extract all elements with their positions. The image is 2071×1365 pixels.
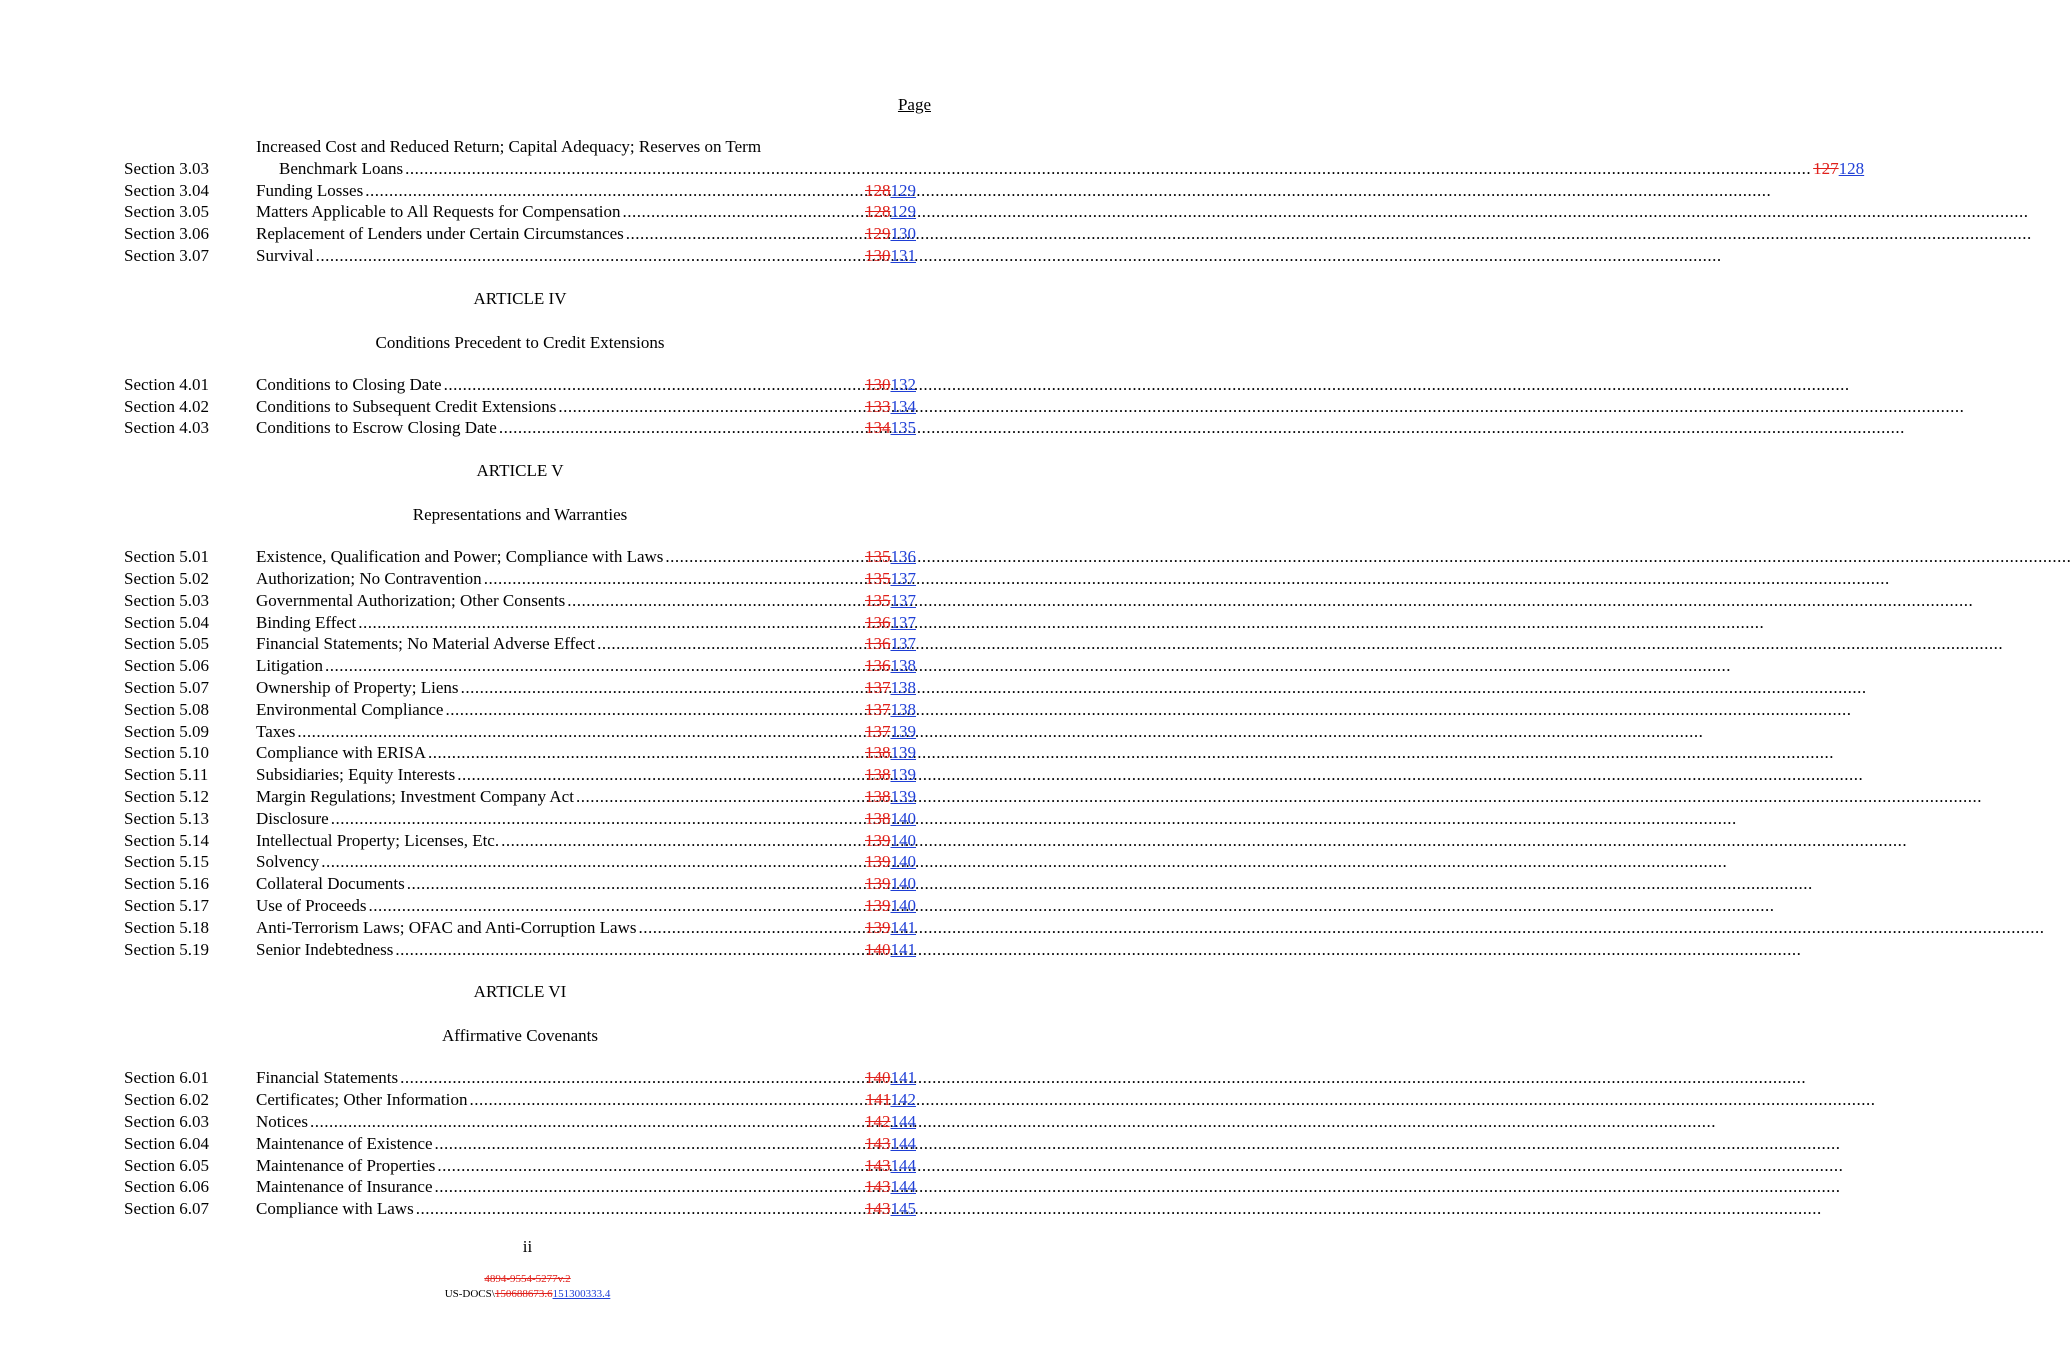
inserted-page-number[interactable]: 138 [890, 677, 916, 697]
section-title: Notices [256, 1111, 308, 1131]
page-reference [865, 677, 916, 699]
docs-prefix: US-DOCS\ [444, 1288, 495, 1300]
toc-entry[interactable] [124, 851, 916, 873]
section-number: Section 5.05 [124, 634, 209, 654]
section-number: Section 6.07 [124, 1199, 209, 1219]
dot-leader [445, 699, 863, 721]
section-number: Section 3.04 [124, 180, 209, 200]
deleted-page-number: 139 [865, 917, 891, 937]
dot-leader [368, 895, 863, 917]
page-reference [866, 1089, 916, 1111]
section-title: Binding Effect [256, 612, 357, 632]
section-number: Section 5.14 [124, 830, 209, 850]
deleted-page-number: 129 [865, 224, 891, 244]
section-title: Taxes [256, 721, 296, 741]
dot-leader [499, 417, 863, 439]
section-title: Use of Proceeds [256, 895, 367, 915]
toc-entry[interactable] [124, 396, 916, 418]
section-number: Section 3.07 [124, 245, 209, 265]
dot-leader [501, 830, 863, 852]
section-title: Maintenance of Insurance [256, 1177, 433, 1197]
section-title: Financial Statements; No Material Adverse Effect [256, 634, 596, 654]
section-title: Conditions to Escrow Closing Date [256, 418, 497, 438]
page-reference [865, 546, 916, 568]
section-title: Certificates; Other Information [256, 1090, 468, 1110]
inserted-page-number[interactable]: 137 [890, 612, 916, 632]
page-reference [865, 201, 916, 223]
page-reference [865, 180, 916, 202]
page-reference [865, 851, 916, 873]
toc-entry[interactable] [124, 633, 916, 655]
deleted-page-number: 137 [865, 721, 891, 741]
toc-entry[interactable] [124, 1133, 916, 1155]
toc-entry[interactable] [124, 1111, 916, 1133]
toc-entry[interactable] [124, 655, 916, 677]
dot-leader [297, 721, 863, 743]
deleted-page-number: 143 [865, 1199, 891, 1219]
section-title: Conditions to Closing Date [256, 374, 442, 394]
page-reference [865, 568, 916, 590]
page-reference [865, 1133, 916, 1155]
page-reference [865, 786, 916, 808]
page-reference [865, 223, 916, 245]
dot-leader [405, 158, 1811, 180]
deleted-page-number: 139 [865, 874, 891, 894]
inserted-page-number[interactable]: 138 [890, 656, 916, 676]
section-number: Section 5.07 [124, 677, 209, 697]
section-number: Section 5.17 [124, 895, 209, 915]
inserted-page-number[interactable]: 137 [890, 590, 916, 610]
toc-entry[interactable] [124, 721, 916, 743]
page-reference [865, 1176, 916, 1198]
section-title: Maintenance of Properties [256, 1155, 436, 1175]
toc-entry[interactable] [124, 223, 916, 245]
page-reference [1813, 158, 1864, 180]
article-subtitle: Representations and Warranties [412, 505, 628, 525]
deleted-page-number: 139 [865, 830, 891, 850]
dot-leader [435, 1133, 863, 1155]
deleted-page-number: 143 [865, 1133, 891, 1153]
inserted-page-number[interactable]: 134 [890, 396, 916, 416]
deleted-page-number: 143 [865, 1155, 891, 1175]
page-reference [865, 1067, 916, 1089]
article-subtitle: Affirmative Covenants [442, 1026, 598, 1046]
inserted-page-number[interactable]: 139 [890, 765, 916, 785]
deleted-page-number: 134 [865, 418, 891, 438]
toc-entry[interactable] [124, 1089, 916, 1111]
deleted-page-number: 143 [865, 1177, 891, 1197]
page-folio: ii [522, 1237, 533, 1256]
toc-entry[interactable] [124, 546, 916, 568]
deleted-page-number: 141 [865, 1090, 891, 1110]
section-title-continued: Benchmark Loans [279, 158, 404, 178]
page-reference [865, 374, 916, 396]
section-number: Section 5.13 [124, 808, 209, 828]
inserted-page-number[interactable]: 141 [890, 917, 916, 937]
deleted-page-number: 135 [865, 568, 891, 588]
page-reference [865, 612, 916, 634]
section-title: Disclosure [256, 808, 329, 828]
inserted-page-number[interactable]: 140 [890, 808, 916, 828]
toc-entry[interactable] [124, 677, 916, 699]
deleted-page-number: 135 [865, 590, 891, 610]
dot-leader [407, 873, 863, 895]
section-number: Section 5.01 [124, 547, 209, 567]
inserted-page-number[interactable]: 144 [890, 1133, 916, 1153]
dot-leader [437, 1155, 863, 1177]
page-reference [865, 633, 916, 655]
toc-entry[interactable] [124, 786, 916, 808]
section-title: Existence, Qualification and Power; Compliance with Laws [256, 547, 664, 567]
section-number: Section 5.16 [124, 874, 209, 894]
dot-leader [623, 201, 863, 223]
dot-leader [457, 764, 863, 786]
section-title: Compliance with ERISA [256, 743, 426, 763]
inserted-page-number[interactable]: 128 [1838, 158, 1865, 178]
dot-leader [638, 917, 863, 939]
page-reference [865, 742, 916, 764]
dot-leader [325, 655, 863, 677]
section-title: Authorization; No Contravention [256, 568, 482, 588]
inserted-page-number[interactable]: 139 [890, 721, 916, 741]
inserted-page-number[interactable]: 144 [890, 1155, 916, 1175]
inserted-page-number[interactable]: 144 [890, 1111, 916, 1131]
article-heading: ARTICLE IV [473, 288, 567, 308]
docs-old-id: 150688673.6 [494, 1288, 553, 1300]
toc-entry[interactable] [124, 1176, 916, 1198]
inserted-page-number[interactable]: 136 [890, 547, 916, 567]
toc-entry[interactable] [124, 764, 916, 786]
page-reference [865, 939, 916, 961]
section-title: Subsidiaries; Equity Interests [256, 765, 456, 785]
section-number: Section 6.04 [124, 1133, 209, 1153]
page-reference [865, 917, 916, 939]
section-number: Section 5.08 [124, 699, 209, 719]
section-title: Solvency [256, 852, 320, 872]
deleted-page-number: 136 [865, 634, 891, 654]
inserted-page-number[interactable]: 129 [890, 180, 916, 200]
section-title: Senior Indebtedness [256, 939, 394, 959]
section-number: Section 5.03 [124, 590, 209, 610]
section-number: Section 5.06 [124, 656, 209, 676]
toc-entry[interactable] [124, 374, 916, 396]
inserted-page-number[interactable]: 139 [890, 786, 916, 806]
section-number: Section 5.12 [124, 786, 209, 806]
section-title: Litigation [256, 656, 324, 676]
toc-entry[interactable] [124, 895, 916, 917]
section-title: Margin Regulations; Investment Company Act [256, 786, 574, 806]
deleted-page-number: 138 [865, 808, 891, 828]
section-number: Section 6.05 [124, 1155, 209, 1175]
dot-leader [461, 677, 863, 699]
toc-entry[interactable] [124, 808, 916, 830]
inserted-page-number[interactable]: 131 [890, 245, 916, 265]
inserted-page-number[interactable]: 144 [890, 1177, 916, 1197]
section-number: Section 5.09 [124, 721, 209, 741]
deleted-page-number: 140 [865, 1068, 891, 1088]
dot-leader [567, 590, 863, 612]
section-number: Section 5.19 [124, 939, 209, 959]
page-column-label: Page [897, 95, 931, 114]
section-title: Governmental Authorization; Other Consents [256, 590, 566, 610]
section-number: Section 4.03 [124, 418, 209, 438]
deleted-page-number: 139 [865, 852, 891, 872]
inserted-page-number[interactable]: 139 [890, 743, 916, 763]
dot-leader [321, 851, 863, 873]
section-number: Section 4.01 [124, 374, 209, 394]
section-title: Matters Applicable to All Requests for Compensation [256, 202, 621, 222]
deleted-page-number: 137 [865, 699, 891, 719]
deleted-page-number: 127 [1813, 158, 1839, 178]
deleted-page-number: 130 [865, 245, 891, 265]
dot-leader [576, 786, 863, 808]
inserted-page-number[interactable]: 137 [890, 634, 916, 654]
toc-entry[interactable] [124, 1155, 916, 1177]
section-title: Maintenance of Existence [256, 1133, 433, 1153]
dot-leader [395, 939, 863, 961]
toc-entry[interactable] [124, 568, 916, 590]
inserted-page-number[interactable]: 129 [890, 202, 916, 222]
dot-leader [597, 633, 863, 655]
page-reference [865, 396, 916, 418]
inserted-page-number[interactable]: 132 [890, 374, 916, 394]
deleted-page-number: 133 [865, 396, 891, 416]
section-number: Section 6.02 [124, 1090, 209, 1110]
section-title: Intellectual Property; Licenses, Etc. [256, 830, 500, 850]
deleted-page-number: 136 [865, 612, 891, 632]
page-reference [865, 417, 916, 439]
page-reference [865, 721, 916, 743]
section-title: Replacement of Lenders under Certain Circumstances [256, 224, 624, 244]
section-title: Collateral Documents [256, 874, 405, 894]
section-number: Section 5.04 [124, 612, 209, 632]
dot-leader [416, 1198, 863, 1220]
page-reference [865, 1111, 916, 1133]
section-title: Environmental Compliance [256, 699, 444, 719]
dot-leader [435, 1176, 863, 1198]
toc-entry[interactable] [124, 201, 916, 223]
section-title: Conditions to Subsequent Credit Extensions [256, 396, 557, 416]
page-reference [865, 830, 916, 852]
section-title: Compliance with Laws [256, 1199, 414, 1219]
toc-entry[interactable] [124, 245, 916, 267]
page-reference [865, 245, 916, 267]
section-number: Section 3.06 [124, 224, 209, 244]
section-number: Section 3.05 [124, 202, 209, 222]
section-title: Funding Losses [256, 180, 364, 200]
toc-entry[interactable] [124, 180, 916, 202]
section-title: Increased Cost and Reduced Return; Capital Adequacy; Reserves on Term [256, 137, 762, 156]
toc-entry[interactable] [124, 939, 916, 961]
page-reference [865, 590, 916, 612]
toc-entry[interactable] [124, 699, 916, 721]
toc-entry[interactable] [124, 136, 1865, 180]
section-number: Section 5.11 [124, 765, 209, 785]
section-number: Section 4.02 [124, 396, 209, 416]
inserted-page-number[interactable]: 140 [890, 852, 916, 872]
inserted-page-number[interactable]: 141 [890, 939, 916, 959]
section-number: Section 3.03 [124, 158, 209, 178]
deleted-page-number: 130 [865, 374, 891, 394]
dot-leader [358, 612, 863, 634]
dot-leader [316, 245, 863, 267]
deleted-page-number: 142 [865, 1111, 891, 1131]
page-reference [865, 699, 916, 721]
dot-leader [331, 808, 863, 830]
page-reference [865, 873, 916, 895]
dot-leader [469, 1089, 863, 1111]
deleted-page-number: 139 [865, 895, 891, 915]
docs-new-id: 151300333.4 [552, 1288, 611, 1300]
section-number: Section 6.06 [124, 1177, 209, 1197]
deleted-page-number: 137 [865, 677, 891, 697]
dot-leader [665, 546, 863, 568]
toc-entry[interactable] [124, 1198, 916, 1220]
toc-entry[interactable] [124, 417, 916, 439]
inserted-page-number[interactable]: 142 [890, 1090, 916, 1110]
section-number: Section 6.01 [124, 1068, 209, 1088]
deleted-page-number: 128 [865, 180, 891, 200]
page-reference [865, 655, 916, 677]
toc-entry[interactable] [124, 612, 916, 634]
section-number: Section 5.15 [124, 852, 209, 872]
article-heading: ARTICLE V [476, 461, 564, 481]
section-number: Section 5.02 [124, 568, 209, 588]
section-number: Section 6.03 [124, 1111, 209, 1131]
deleted-page-number: 135 [865, 547, 891, 567]
article-subtitle: Conditions Precedent to Credit Extensions [375, 332, 665, 352]
inserted-page-number[interactable]: 140 [890, 895, 916, 915]
dot-leader [428, 742, 863, 764]
inserted-page-number[interactable]: 145 [890, 1199, 916, 1219]
page-reference [865, 764, 916, 786]
page-reference [865, 1155, 916, 1177]
deleted-page-number: 140 [865, 939, 891, 959]
deleted-page-number: 138 [865, 765, 891, 785]
dot-leader [558, 396, 863, 418]
page-reference [865, 1198, 916, 1220]
toc-entry[interactable] [124, 590, 916, 612]
deleted-page-number: 128 [865, 202, 891, 222]
deleted-page-number: 138 [865, 786, 891, 806]
section-number: Section 5.18 [124, 917, 209, 937]
dot-leader [444, 374, 863, 396]
inserted-page-number[interactable]: 138 [890, 699, 916, 719]
page-reference [865, 895, 916, 917]
deleted-page-number: 138 [865, 743, 891, 763]
deleted-page-number: 136 [865, 656, 891, 676]
toc-entry[interactable] [124, 873, 916, 895]
dot-leader [400, 1067, 863, 1089]
section-title: Anti-Terrorism Laws; OFAC and Anti-Corruption Laws [256, 917, 637, 937]
inserted-page-number[interactable]: 140 [890, 830, 916, 850]
inserted-page-number[interactable]: 140 [890, 874, 916, 894]
inserted-page-number[interactable]: 141 [890, 1068, 916, 1088]
dot-leader [365, 180, 863, 202]
section-title: Ownership of Property; Liens [256, 677, 459, 697]
dot-leader [310, 1111, 863, 1133]
inserted-page-number[interactable]: 137 [890, 568, 916, 588]
table-of-contents [124, 136, 1865, 1220]
toc-entry[interactable] [124, 917, 916, 939]
section-title: Financial Statements [256, 1068, 399, 1088]
deleted-doc-id: 4894-9554-5277v.2 [484, 1273, 571, 1285]
toc-entry[interactable] [124, 830, 916, 852]
dot-leader [484, 568, 863, 590]
page-reference [865, 808, 916, 830]
dot-leader [626, 223, 863, 245]
document-id-block [0, 1272, 1055, 1302]
inserted-page-number[interactable]: 135 [890, 418, 916, 438]
toc-entry[interactable] [124, 1067, 916, 1089]
article-heading: ARTICLE VI [473, 982, 567, 1002]
section-title: Survival [256, 245, 314, 265]
inserted-page-number[interactable]: 130 [890, 224, 916, 244]
section-number: Section 5.10 [124, 743, 209, 763]
toc-entry[interactable] [124, 742, 916, 764]
